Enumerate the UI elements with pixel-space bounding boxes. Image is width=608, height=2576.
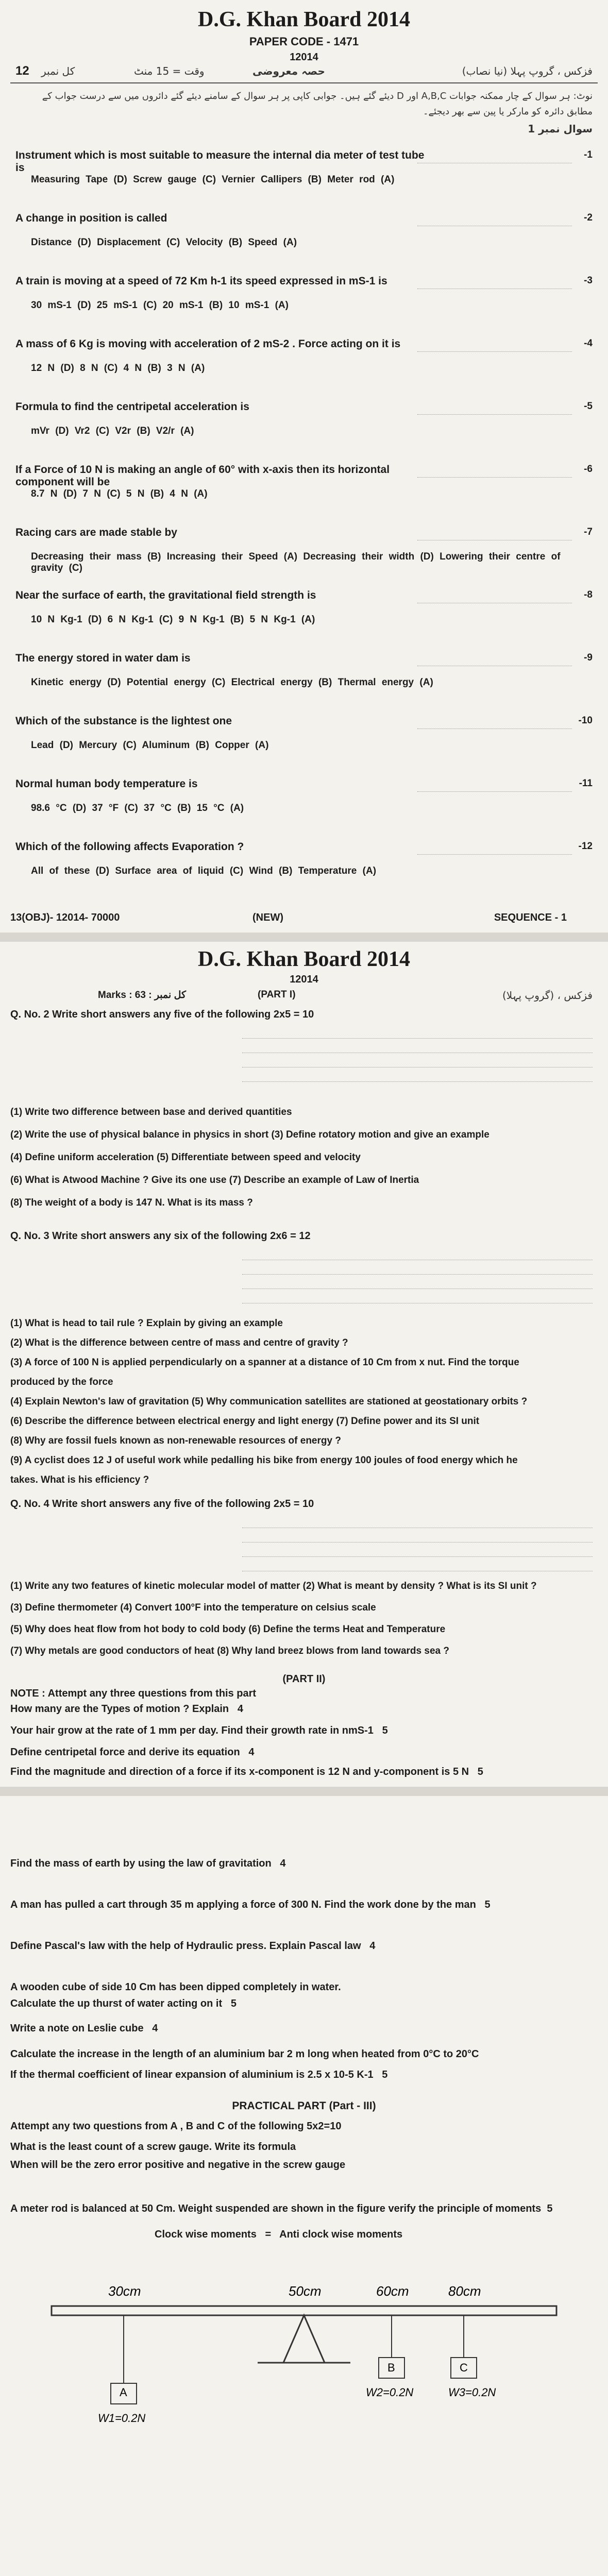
mcq-options: Distance (D) Displacement (C) Velocity (B) Speed (A) (31, 237, 297, 248)
list-item: produced by the force (10, 1377, 113, 1387)
mcq-question: A mass of 6 Kg is moving with acceleration of 2 mS-2 . Force acting on it is (15, 338, 401, 350)
mcq-options: mVr (D) Vr2 (C) V2r (B) V2/r (A) (31, 426, 194, 436)
objective-paper-page (0, 0, 608, 933)
list-item: (1) What is head to tail rule ? Explain by giving an example (10, 1318, 283, 1329)
footer-new: (NEW) (252, 912, 283, 923)
mcq-urdu-text (417, 150, 572, 163)
mcq-urdu-text (417, 465, 572, 478)
practical-b-marks: 5 (547, 2203, 553, 2214)
label-50cm: 50cm (289, 2283, 322, 2299)
anticlockwise-moments-label: Anti clock wise moments (279, 2229, 403, 2240)
question-4-heading: Q. No. 4 Write short answers any five of the following 2x5 = 10 (10, 1498, 314, 1510)
question-8b-2 (10, 1998, 598, 2010)
mcq-options: Decreasing their mass (B) Increasing their Speed (A) Decreasing their width (D) Lowering their centre of gravity (C) (31, 551, 561, 573)
part-2-label: (PART II) (282, 1673, 326, 1685)
moments-equation (155, 2229, 402, 2241)
mcq-urdu-text (417, 716, 572, 729)
mcq-question: Instrument which is most suitable to measure the internal dia meter of test tube is (15, 149, 425, 174)
question-6a-marks: 4 (248, 1747, 255, 1758)
board-title: D.G. Khan Board 2014 (198, 8, 410, 31)
question-3-urdu (242, 1246, 593, 1313)
meter-rod-figure (21, 2260, 587, 2445)
list-item: (3) A force of 100 N is applied perpendicularly on a spanner at a distance of 10 Cm from x nut. Find the torque (10, 1357, 519, 1368)
mcq-question: A change in position is called (15, 212, 167, 224)
practical-b-text: A meter rod is balanced at 50 Cm. Weight suspended are shown in the figure verify the principle of moments (10, 2203, 542, 2214)
total-marks: 12 (15, 64, 29, 78)
question-2-heading: Q. No. 2 Write short answers any five of the following 2x5 = 10 (10, 1009, 314, 1020)
question-5a (10, 1703, 598, 1715)
list-item: (5) Why does heat flow from hot body to cold body (6) Define the terms Heat and Temperature (10, 1624, 446, 1635)
mcq-options: 30 mS-1 (D) 25 mS-1 (C) 20 mS-1 (B) 10 mS-1 (A) (31, 300, 289, 311)
mcq-options: 12 N (D) 8 N (C) 4 N (B) 3 N (A) (31, 363, 205, 374)
label-w2: W2=0.2N (366, 2386, 414, 2399)
question-6b-marks: 5 (477, 1766, 483, 1777)
board-title: D.G. Khan Board 2014 (198, 947, 410, 971)
mcq-options: 8.7 N (D) 7 N (C) 5 N (B) 4 N (A) (31, 488, 208, 499)
subject-label: فزکس ، گروپ پہلا (نیا نصاب) (462, 65, 593, 77)
list-item: (2) Write the use of physical balance in physics in short (3) Define rotatory motion and give an example (10, 1129, 489, 1140)
mcq-question: Normal human body temperature is (15, 778, 198, 790)
part-2-note: NOTE : Attempt any three questions from this part (10, 1688, 257, 1699)
mcq-question: Racing cars are made stable by (15, 527, 177, 538)
part-1-label: (PART I) (258, 989, 296, 1000)
mcq-number: -6 (584, 464, 593, 474)
question-6b-text: Find the magnitude and direction of a force if its x-component is 12 N and y-component is 5 N (10, 1766, 469, 1777)
question-9b-2 (10, 2069, 598, 2081)
practical-b (10, 2203, 598, 2215)
list-item: (1) Write any two features of kinetic molecular model of matter (2) What is meant by density ? What is its SI unit ? (10, 1581, 537, 1591)
mcq-urdu-text (417, 528, 572, 540)
mcq-number: -10 (578, 715, 593, 726)
mcq-number: -9 (584, 652, 593, 663)
marks-label: کل نمبر (41, 65, 75, 77)
question-7b (10, 1899, 598, 1911)
list-item: (2) What is the difference between centre of mass and centre of gravity ? (10, 1337, 348, 1348)
question-6a (10, 1747, 598, 1758)
label-a: A (120, 2386, 127, 2399)
clockwise-moments-label: Clock wise moments (155, 2229, 257, 2240)
label-60cm: 60cm (376, 2283, 409, 2299)
list-item: (6) Describe the difference between electrical energy and light energy (7) Define power and its SI unit (10, 1416, 480, 1427)
mcq-number: -12 (578, 841, 593, 852)
list-item: (1) Write two difference between base and derived quantities (10, 1107, 292, 1117)
mcq-options: 10 N Kg-1 (D) 6 N Kg-1 (C) 9 N Kg-1 (B) 5 N Kg-1 (A) (31, 614, 315, 625)
mcq-urdu-text (417, 339, 572, 352)
question-5b (10, 1725, 598, 1737)
mcq-number: -8 (584, 589, 593, 600)
question-7b-marks: 5 (484, 1899, 491, 1910)
footer-sequence: SEQUENCE - 1 (494, 912, 567, 923)
question-5a-marks: 4 (237, 1703, 243, 1715)
question-2-urdu (242, 1024, 593, 1096)
mcq-question: If a Force of 10 N is making an angle of 60° with x-axis then its horizontal component will be (15, 464, 390, 488)
mcq-urdu-text (417, 590, 572, 603)
question-8b-marks: 5 (230, 1998, 237, 2009)
question-8a-marks: 4 (369, 1940, 376, 1952)
mcq-question: Which of the following affects Evaporation ? (15, 841, 244, 853)
question-4-urdu (242, 1514, 593, 1575)
equals-sign: = (265, 2229, 272, 2240)
mcq-number: -11 (579, 778, 593, 789)
mcq-urdu-text (417, 653, 572, 666)
mcq-number: -7 (584, 527, 593, 537)
question-9b: Calculate the increase in the length of an aluminium bar 2 m long when heated from 0°C to 20°C (10, 2048, 479, 2060)
footer-code: 13(OBJ)- 12014- 70000 (10, 912, 120, 923)
question-5b-marks: 5 (382, 1725, 388, 1736)
divider (10, 82, 598, 83)
question-9a-text: Write a note on Leslie cube (10, 2023, 144, 2034)
practical-instruction: Attempt any two questions from A , B and C of the following 5x2=10 (10, 2121, 342, 2132)
paper-code: PAPER CODE - 1471 (249, 35, 359, 48)
footer (10, 912, 598, 924)
practical-a: What is the least count of a screw gauge. Write its formula (10, 2141, 296, 2153)
paper-meta-row (10, 989, 598, 1005)
question-7a-text: Find the mass of earth by using the law of gravitation (10, 1858, 272, 1869)
list-item: (4) Explain Newton's law of gravitation (5) Why communication satellites are stationed at geostationary orbits ? (10, 1396, 528, 1407)
roll-code: 12014 (290, 974, 318, 985)
mcq-number: -1 (584, 149, 593, 160)
label-w3: W3=0.2N (448, 2386, 496, 2399)
question-9a (10, 2023, 598, 2035)
subjective-paper-page (0, 942, 608, 1787)
question-3-heading: Q. No. 3 Write short answers any six of the following 2x6 = 12 (10, 1230, 311, 1242)
list-item: (3) Define thermometer (4) Convert 100°F into the temperature on celsius scale (10, 1602, 376, 1613)
mcq-question: Which of the substance is the lightest one (15, 715, 232, 727)
fulcrum (283, 2315, 325, 2363)
list-item: (8) Why are fossil fuels known as non-renewable resources of energy ? (10, 1435, 341, 1446)
list-item: (4) Define uniform acceleration (5) Differentiate between speed and velocity (10, 1152, 361, 1163)
mcq-number: -4 (584, 338, 593, 349)
mcq-question: Formula to find the centripetal acceleration is (15, 401, 249, 413)
question-7b-text: A man has pulled a cart through 35 m applying a force of 300 N. Find the work done by the man (10, 1899, 476, 1910)
mcq-urdu-text (417, 842, 572, 855)
question-8b-2-text: Calculate the up thurst of water acting on it (10, 1998, 223, 2009)
list-item: (9) A cyclist does 12 J of useful work while pedalling his bike from energy 100 joules of food energy which he (10, 1455, 518, 1466)
mcq-options: Lead (D) Mercury (C) Aluminum (B) Copper (A) (31, 740, 269, 751)
question-6b (10, 1766, 598, 1778)
label-80cm: 80cm (448, 2283, 481, 2299)
question-5b-text: Your hair grow at the rate of 1 mm per day. Find their growth rate in nmS-1 (10, 1725, 374, 1736)
mcq-options: Kinetic energy (D) Potential energy (C) Electrical energy (B) Thermal energy (A) (31, 677, 433, 688)
label-b: B (387, 2361, 395, 2374)
mcq-urdu-text (417, 276, 572, 289)
label-w1: W1=0.2N (98, 2412, 146, 2425)
instructions: نوٹ: ہر سوال کے چار ممکنہ جوابات A,B,C اور D دیئے گئے ہیں۔ جوابی کاپی پر ہر سوال کے سامنے دیئے گئے دائروں میں سے درست جواب کے مطابق دائرہ کو مارکر یا پین سے بھر دیجئے۔ (42, 91, 593, 117)
marks-line: Marks : 63 : کل نمبر (98, 990, 187, 1001)
question-9b-2-text: If the thermal coefficient of linear expansion of aluminium is 2.5 x 10-5 K-1 (10, 2069, 374, 2080)
question-8a-text: Define Pascal's law with the help of Hydraulic press. Explain Pascal law (10, 1940, 361, 1952)
question-5a-text: How many are the Types of motion ? Explain (10, 1703, 229, 1715)
question-8a (10, 1940, 598, 1952)
list-item: (8) The weight of a body is 147 N. What is its mass ? (10, 1197, 253, 1208)
mcq-options: Measuring Tape (D) Screw gauge (C) Vernier Callipers (B) Meter rod (A) (31, 174, 395, 185)
list-item: (6) What is Atwood Machine ? Give its one use (7) Describe an example of Law of Inertia (10, 1175, 419, 1185)
question-1-label: سوال نمبر 1 (528, 123, 593, 135)
mcq-options: 98.6 °C (D) 37 °F (C) 37 °C (B) 15 °C (A) (31, 803, 244, 814)
mcq-number: -5 (584, 401, 593, 412)
mcq-urdu-text (417, 779, 572, 792)
mcq-urdu-text (417, 402, 572, 415)
question-7a-marks: 4 (280, 1858, 286, 1869)
question-8b: A wooden cube of side 10 Cm has been dipped completely in water. (10, 1981, 341, 1993)
mcq-question: Near the surface of earth, the gravitational field strength is (15, 589, 316, 601)
roll-code: 12014 (290, 52, 318, 63)
list-item: (7) Why metals are good conductors of heat (8) Why land breez blows from land towards sea ? (10, 1646, 449, 1656)
mcq-options: All of these (D) Surface area of liquid (C) Wind (B) Temperature (A) (31, 866, 377, 876)
question-6a-text: Define centripetal force and derive its equation (10, 1747, 240, 1758)
mcq-number: -2 (584, 212, 593, 223)
list-item: takes. What is his efficiency ? (10, 1475, 149, 1485)
section-label: حصہ معروضی (252, 65, 325, 77)
practical-part-title: PRACTICAL PART (Part - III) (232, 2100, 376, 2112)
label-30cm: 30cm (108, 2283, 141, 2299)
practical-a-2: When will be the zero error positive and negative in the screw gauge (10, 2159, 346, 2171)
mcq-number: -3 (584, 275, 593, 286)
paper-meta-row (10, 62, 598, 80)
question-9b-marks: 5 (382, 2069, 388, 2080)
question-7a (10, 1858, 598, 1870)
subjective-paper-page-2 (0, 1796, 608, 2576)
mcq-question: A train is moving at a speed of 72 Km h-1 its speed expressed in mS-1 is (15, 275, 387, 287)
question-9a-marks: 4 (152, 2023, 158, 2034)
time-label: وقت = 15 منٹ (134, 65, 205, 77)
mcq-question: The energy stored in water dam is (15, 652, 191, 664)
mcq-urdu-text (417, 213, 572, 226)
label-c: C (460, 2361, 468, 2374)
subject-label: فزکس ، (گروپ پہلا) (502, 989, 593, 1002)
